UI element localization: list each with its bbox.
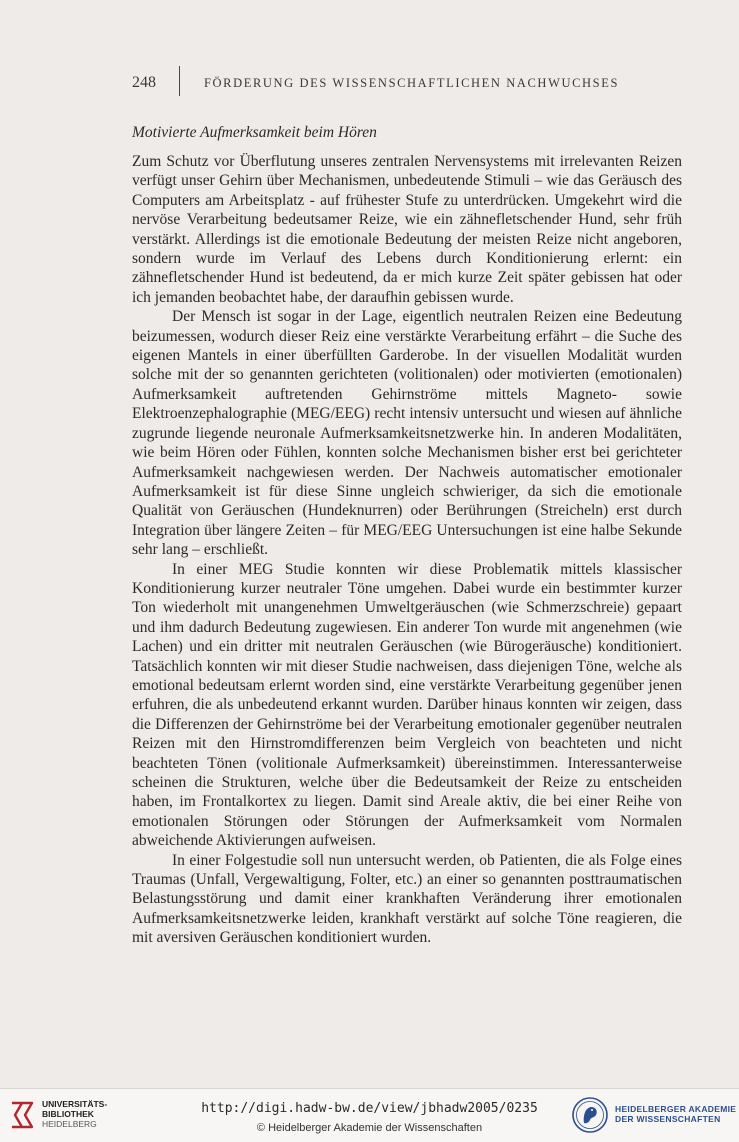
university-library-name: UNIVERSITÄTS- BIBLIOTHEK HEIDELBERG [42,1099,108,1129]
running-head [132,74,692,98]
copyright-notice: © Heidelberger Akademie der Wissenschaften [256,1122,483,1134]
header-divider [179,66,180,96]
paragraph-3: In einer MEG Studie konnten wir diese Problematik mittels klassischer Konditionierung kurzer neutraler Töne umgehen. Dabei wurde ein bestimmter kurzer Ton wiederholt mit unangenehmen Umweltgeräuschen (wie Schmerzschreie) gepaart und ihm dadurch Bedeutung zugewiesen. Ein anderer Ton wurde mit angenehmen (wie Lachen) und ein dritter mit neutralen Geräuschen (wie Bürogeräusche) konditioniert. Tatsächlich konnten wir mit dieser Studie nachweisen, dass diejenigen Töne, welche als emotional bedeutsam erlernt worden sind, eine verstärkte Verarbeitung gegenüber jenen erfuhren, die als unbedeutend erkannt wurden. Darüber hinaus konnten wir zeigen, dass die Differenzen der Gehirnströme bei der Verarbeitung emotionaler gegenüber neutralen Reizen mit den Hirnstromdifferenzen beim Vergleich von beachteten und nicht beachteten Tönen (volitionale Aufmerksamkeit) übereinstimmen. Interessanterweise scheinen die Strukturen, welche über die Bedeutsamkeit der Reize zu entscheiden haben, im Frontalkortex zu liegen. Damit sind Areale aktiv, die bei einer Reihe von emotionalen Störungen oder Störungen der Aufmerksamkeit vom Normalen abweichende Aktivierungen aufweisen. [132,560,682,850]
academy-seal-icon [571,1096,609,1134]
paragraph-1: Zum Schutz vor Überflutung unseres zentralen Nervensystems mit irrelevanten Reizen verfügt unser Gehirn über Mechanismen, unbedeutende Stimuli – wie das Geräusch des Computers am Arbeitsplatz - auf frühester Stufe zu unterdrücken. Umgekehrt wird die nervöse Verarbeitung bedeutsamer Reize, wie ein zähnefletschender Hund, sehr früh verstärkt. Allerdings ist die emotionale Bedeutung der meisten Reize nicht angeboren, sondern wurde im Verlauf des Lebens durch Konditionierung erlernt: ein zähnefletschender Hund ist bedeutend, da er mich kurze Zeit später gebissen hat oder ich jemanden beobachtet habe, der daraufhin gebissen wurde. [132,153,682,306]
section-title: Motivierte Aufmerksamkeit beim Hören [132,124,377,141]
paragraph-2: Der Mensch ist sogar in der Lage, eigentlich neutralen Reizen eine Bedeutung beizumessen, wodurch dieser Reiz eine verstärkte Verarbeitung erfährt – die Suche des eigenen Mantels in einer überfüllten Garderobe. In der visuellen Modalität wurden solche mit der so genannten gerichteten (volitionalen) oder motivierten (emotionalen) Aufmerksamkeit auftretenden Gehirnströme mittels Magneto- sowie Elektroenzephalographie (MEG/EEG) recht intensiv untersucht und wiesen auf ähnliche zugrunde liegende neuronale Aufmerksamkeitsnetzwerke hin. In anderen Modalitäten, wie beim Hören oder Fühlen, konnten solche Mechanismen bisher erst bei gerichteter Aufmerksamkeit nachgewiesen werden. Der Nachweis automatischer emotionaler Aufmerksamkeit ist für diese Sinne ungleich schwieriger, da sich die emotionale Qualität von Geräuschen (Hundeknurren) oder Berührungen (Streicheln) erst durch Integration über längere Zeiten – für MEG/EEG Untersuchungen ist eine halbe Sekunde sehr lang – erschließt. [132,308,682,559]
academy-name: HEIDELBERGER AKADEMIE DER WISSENSCHAFTEN [615,1104,737,1124]
running-title: FÖRDERUNG DES WISSENSCHAFTLICHEN NACHWUCHSES [204,76,619,90]
page-number: 248 [132,74,156,91]
paragraph-4: In einer Folgestudie soll nun untersucht werden, ob Patienten, die als Folge eines Traumas (Unfall, Vergewaltigung, Folter, etc.) an einer so genannten posttraumatischen Belastungsstörung und damit einer krankhaften Veränderung ihrer emotionalen Aufmerksamkeitsnetzwerke leiden, krankhaft verstärkt auf solche Töne reagieren, die mit aversiven Geräuschen konditioniert wurden. [132,851,682,947]
permalink-url[interactable]: http://digi.hadw-bw.de/view/jbhadw2005/0235 [201,1101,538,1116]
body-text [132,152,682,948]
viewer-footer [0,1088,739,1142]
